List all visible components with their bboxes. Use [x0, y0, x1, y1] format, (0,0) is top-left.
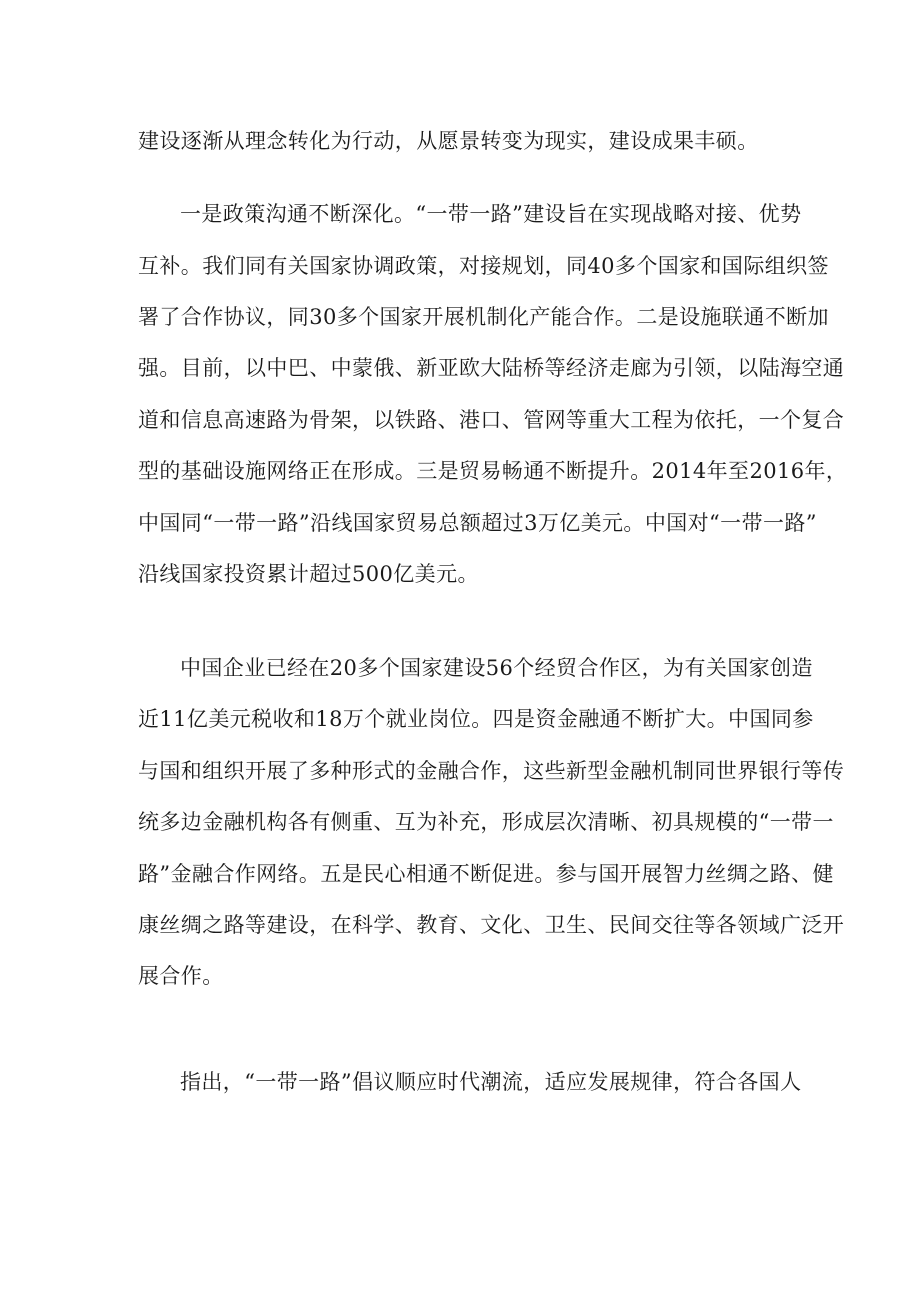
text-line: 与国和组织开展了多种形式的金融合作，这些新型金融机制同世界银行等传: [138, 759, 845, 783]
text-line: 近11亿美元税收和18万个就业岗位。四是资金融通不断扩大。中国同参: [138, 707, 814, 731]
text-line: 互补。我们同有关国家协调政策，对接规划，同40多个国家和国际组织签: [138, 254, 829, 278]
paragraph-start-line: 中国企业已经在20多个国家建设56个经贸合作区，为有关国家创造: [180, 656, 813, 680]
text-line: 署了合作协议，同30多个国家开展机制化产能合作。二是设施联通不断加: [138, 305, 829, 329]
text-line: 路”金融合作网络。五是民心相通不断促进。参与国开展智力丝绸之路、健: [138, 862, 834, 886]
text-line: 统多边金融机构各有侧重、互为补充，形成层次清晰、初具规模的“一带一: [138, 810, 834, 834]
text-line: 强。目前，以中巴、中蒙俄、新亚欧大陆桥等经济走廊为引领，以陆海空通: [138, 356, 845, 380]
text-line: 中国同“一带一路”沿线国家贸易总额超过3万亿美元。中国对“一带一路”: [138, 511, 817, 535]
text-line: 展合作。: [138, 964, 224, 988]
text-line: 建设逐渐从理念转化为行动，从愿景转变为现实，建设成果丰硕。: [138, 129, 759, 153]
text-line: 沿线国家投资累计超过500亿美元。: [138, 562, 479, 586]
text-line: 道和信息高速路为骨架，以铁路、港口、管网等重大工程为依托，一个复合: [138, 408, 845, 432]
paragraph-start-line: 指出，“一带一路”倡议顺应时代潮流，适应发展规律，符合各国人: [180, 1070, 802, 1094]
text-line: 型的基础设施网络正在形成。三是贸易畅通不断提升。2014年至2016年，: [138, 459, 848, 483]
paragraph-start-line: 一是政策沟通不断深化。“一带一路”建设旨在实现战略对接、优势: [180, 202, 802, 226]
text-line: 康丝绸之路等建设，在科学、教育、文化、卫生、民间交往等各领域广泛开: [138, 913, 845, 937]
